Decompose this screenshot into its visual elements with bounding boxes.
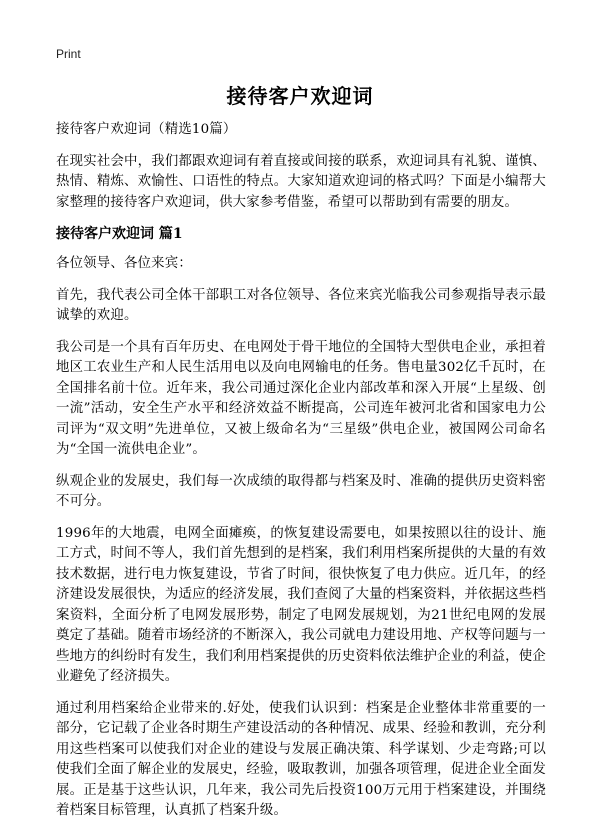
body-paragraph: 通过利用档案给企业带来的.好处，使我们认识到：档案是企业整体非常重要的一部分，它记载了企业各时期生产建设活动的各种情况、成果、经验和教训，充分利用这些档案可以使我们对企业的建设与发展正确决策、科学谋划、少走弯路;可以使我们全面了解企业的发展史，经验，吸取教训，加强各项管理，促进企业全面发展。正是基于这些认识，几年来，我公司先后投资100万元用于档案建设，并围绕着档案目标管理，认真抓了档案升级。 <box>56 700 546 818</box>
body-paragraph: 纵观企业的发展史，我们每一次成绩的取得都与档案及时、准确的提供历史资料密不可分。 <box>56 473 546 509</box>
intro-paragraph: 在现实社会中，我们都跟欢迎词有着直接或间接的联系，欢迎词具有礼貌、谨慎、热情、精炼、欢愉性、口语性的特点。大家知道欢迎词的格式吗？下面是小编帮大家整理的接待客户欢迎词，供大家参考借鉴，希望可以帮助到有需要的朋友。 <box>56 153 546 210</box>
greeting: 各位领导、各位来宾： <box>56 256 192 271</box>
document-body <box>56 120 546 833</box>
page-title: 接待客户欢迎词 <box>226 84 374 108</box>
print-label: Print <box>56 47 81 61</box>
body-paragraph: 首先，我代表公司全体干部职工对各位领导、各位来宾光临我公司参观指导表示最诚挚的欢迎。 <box>56 287 546 323</box>
subtitle: 接待客户欢迎词（精选10篇） <box>56 122 237 137</box>
body-paragraph: 我公司是一个具有百年历史、在电网处于骨干地位的全国特大型供电企业，承担着地区工农业生产和人民生活用电以及向电网输电的任务。售电量302亿千瓦时，在全国排名前十位。近年来，我公司通过深化企业内部改革和深入开展“上星级、创一流”活动，安全生产水平和经济效益不断提高，公司连年被河北省和国家电力公司评为“双文明”先进单位，又被上级命名为“三星级”供电企业，被国网公司命名为“全国一流供电企业”。 <box>56 339 546 457</box>
body-paragraph: 1996年的大地震，电网全面瘫痪，的恢复建设需要电，如果按照以往的设计、施工方式，时间不等人，我们首先想到的是档案，我们利用档案所提供的大量的有效技术数据，进行电力恢复建设，节省了时间，很快恢复了电力供应。近几年，的经济建设发展很快，为适应的经济发展，我们查阅了大量的档案资料，并依据这些档案资料，全面分析了电网发展形势，制定了电网发展规划，为21世纪电网的发展奠定了基础。随着市场经济的不断深入，我公司就电力建设用地、产权等问题与一些地方的纠纷时有发生，我们利用档案提供的历史资料依法维护企业的利益，使企业避免了经济损失。 <box>56 525 546 684</box>
section-heading: 接待客户欢迎词 篇1 <box>56 226 183 242</box>
